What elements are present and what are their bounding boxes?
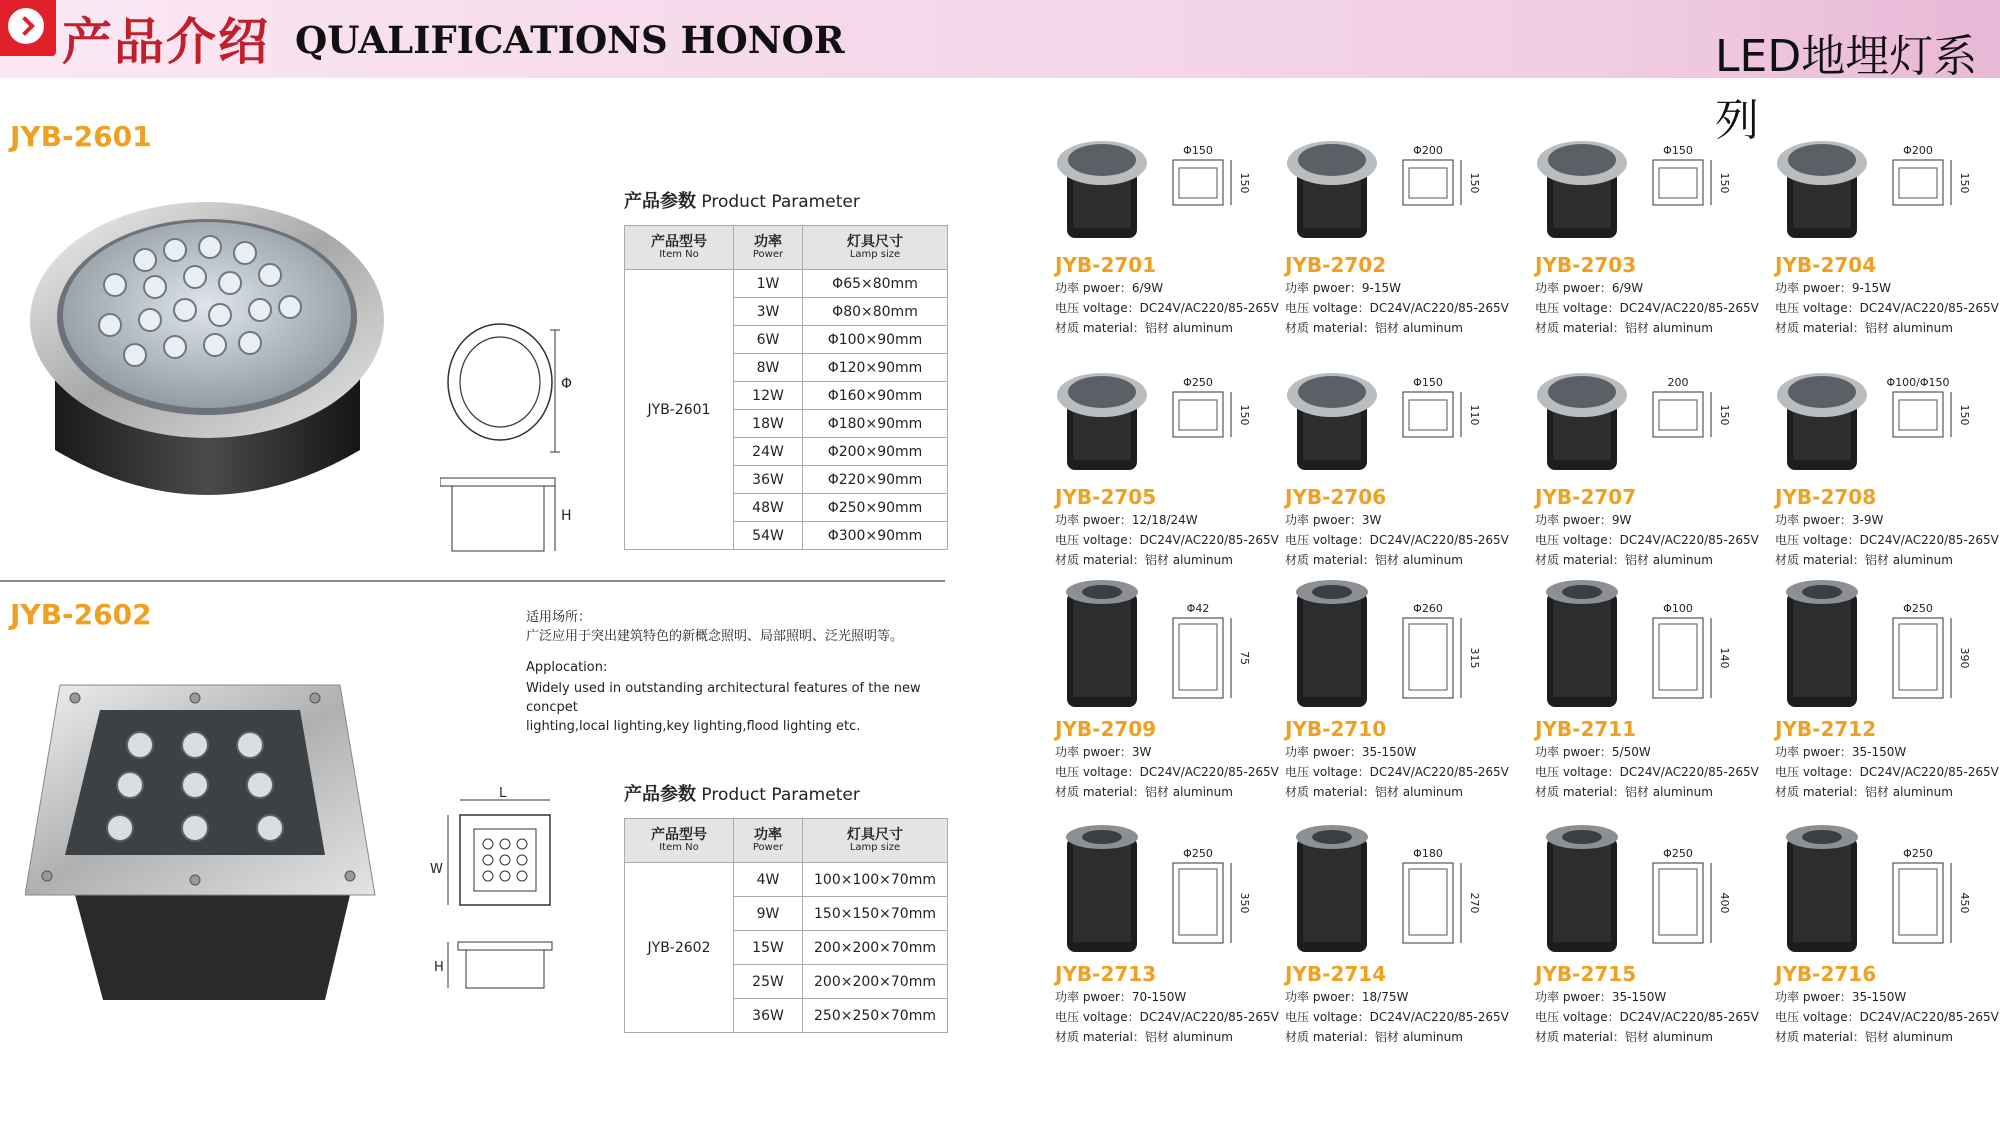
size-cell: Φ200×90mm — [803, 438, 948, 466]
dim-side-label: 150 — [1238, 404, 1251, 426]
product-image — [1055, 350, 1285, 485]
size-cell: Φ300×90mm — [803, 522, 948, 550]
dim-side-label: 150 — [1958, 172, 1971, 194]
spec-voltage: 电压 voltage：DC24V/AC220/85-265V — [1775, 765, 1999, 779]
spec-voltage: 电压 voltage：DC24V/AC220/85-265V — [1535, 1010, 1759, 1024]
size-cell: Φ100×90mm — [803, 326, 948, 354]
power-cell: 48W — [734, 494, 803, 522]
param-title-2601 — [624, 187, 860, 213]
product-card — [1775, 350, 2000, 580]
product-specs — [1055, 987, 1279, 1047]
power-cell: 6W — [734, 326, 803, 354]
spec-voltage: 电压 voltage：DC24V/AC220/85-265V — [1535, 301, 1759, 315]
spec-material: 材质 material：铝材 aluminum — [1055, 321, 1233, 335]
spec-material: 材质 material：铝材 aluminum — [1055, 785, 1233, 799]
product-specs — [1775, 278, 1999, 338]
size-cell: Φ180×90mm — [803, 410, 948, 438]
dim-top-label: Φ180 — [1413, 847, 1443, 860]
series-title: LED地埋灯系列 — [1715, 31, 1978, 146]
product-card — [1055, 350, 1295, 580]
product-image — [1535, 825, 1765, 960]
spec-voltage: 电压 voltage：DC24V/AC220/85-265V — [1535, 765, 1759, 779]
dim-top-label: Φ250 — [1663, 847, 1693, 860]
spec-power: 功率 pwoer：6/9W — [1055, 281, 1164, 295]
size-cell: Φ250×90mm — [803, 494, 948, 522]
dim-top-label: Φ42 — [1186, 602, 1210, 615]
size-cell: 100×100×70mm — [803, 863, 948, 897]
spec-table-2601 — [624, 225, 948, 550]
spec-voltage: 电压 voltage：DC24V/AC220/85-265V — [1285, 1010, 1509, 1024]
product-card — [1285, 118, 1525, 348]
product-model: JYB-2704 — [1775, 253, 1877, 277]
size-cell: Φ120×90mm — [803, 354, 948, 382]
product-specs — [1285, 510, 1509, 570]
dim-top-label: Φ200 — [1903, 144, 1933, 157]
dim-side-label: 150 — [1238, 172, 1251, 194]
product-specs — [1535, 510, 1759, 570]
product-image — [1285, 825, 1515, 960]
product-specs — [1535, 987, 1759, 1047]
dim-side-label: 400 — [1718, 892, 1731, 914]
app-en-line2: lighting,local lighting,key lighting,flood lighting etc. — [526, 719, 861, 734]
product-image — [1535, 350, 1765, 485]
dim-side-label: 75 — [1238, 651, 1251, 665]
param-title-cn: 产品参数 — [624, 784, 696, 805]
spec-power: 功率 pwoer：9-15W — [1285, 281, 1402, 295]
product-card — [1055, 825, 1295, 1055]
dim-side-label: 110 — [1468, 404, 1481, 426]
power-cell: 18W — [734, 410, 803, 438]
spec-power: 功率 pwoer：35-150W — [1775, 990, 1907, 1004]
param-title-en: Product Parameter — [701, 785, 860, 805]
product-image — [1775, 580, 2000, 715]
product-image — [1775, 118, 2000, 253]
product-model: JYB-2713 — [1055, 962, 1157, 986]
product-card — [1535, 350, 1775, 580]
product-card — [1285, 825, 1525, 1055]
header-lamp-size: 灯具尺寸 Lamp size — [803, 819, 948, 863]
spec-power: 功率 pwoer：6/9W — [1535, 281, 1644, 295]
dim-side-label: 150 — [1468, 172, 1481, 194]
item-no-cell: JYB-2601 — [625, 270, 734, 550]
product-model: JYB-2703 — [1535, 253, 1637, 277]
dim-top-label: Φ150 — [1663, 144, 1693, 157]
dim-top-label: Φ100/Φ150 — [1886, 376, 1950, 389]
size-cell: 150×150×70mm — [803, 897, 948, 931]
product-image — [1285, 350, 1515, 485]
spec-material: 材质 material：铝材 aluminum — [1285, 785, 1463, 799]
product-model: JYB-2708 — [1775, 485, 1877, 509]
spec-material: 材质 material：铝材 aluminum — [1775, 553, 1953, 567]
product-model: JYB-2711 — [1535, 717, 1637, 741]
power-cell: 24W — [734, 438, 803, 466]
app-en-title: Applocation: — [526, 660, 608, 675]
product-model: JYB-2705 — [1055, 485, 1157, 509]
spec-material: 材质 material：铝材 aluminum — [1535, 1030, 1713, 1044]
power-cell: 3W — [734, 298, 803, 326]
square-dimension-drawing — [440, 790, 570, 1005]
spec-voltage: 电压 voltage：DC24V/AC220/85-265V — [1055, 1010, 1279, 1024]
page-title-cn: 产品介绍 — [62, 12, 270, 71]
spec-voltage: 电压 voltage：DC24V/AC220/85-265V — [1285, 301, 1509, 315]
product-model: JYB-2702 — [1285, 253, 1387, 277]
round-dimension-drawing — [440, 320, 590, 560]
spec-power: 功率 pwoer：35-150W — [1535, 990, 1667, 1004]
product-card — [1055, 118, 1295, 348]
product-specs — [1535, 742, 1759, 802]
dim-side-label: 150 — [1958, 404, 1971, 426]
spec-voltage: 电压 voltage：DC24V/AC220/85-265V — [1535, 533, 1759, 547]
product-specs — [1285, 278, 1509, 338]
dim-h-label: H — [434, 960, 444, 975]
size-cell: 250×250×70mm — [803, 999, 948, 1033]
spec-material: 材质 material：铝材 aluminum — [1055, 1030, 1233, 1044]
spec-material: 材质 material：铝材 aluminum — [1535, 785, 1713, 799]
spec-material: 材质 material：铝材 aluminum — [1285, 1030, 1463, 1044]
dim-side-label: 270 — [1468, 892, 1481, 914]
spec-voltage: 电压 voltage：DC24V/AC220/85-265V — [1055, 765, 1279, 779]
product-model: JYB-2716 — [1775, 962, 1877, 986]
size-cell: Φ160×90mm — [803, 382, 948, 410]
product-image — [1055, 825, 1285, 960]
spec-power: 功率 pwoer：3-9W — [1775, 513, 1884, 527]
item-no-cell: JYB-2602 — [625, 863, 734, 1033]
dim-top-label: Φ250 — [1903, 847, 1933, 860]
size-cell: Φ80×80mm — [803, 298, 948, 326]
spec-material: 材质 material：铝材 aluminum — [1775, 1030, 1953, 1044]
product-model: JYB-2709 — [1055, 717, 1157, 741]
product-card — [1535, 580, 1775, 810]
spec-material: 材质 material：铝材 aluminum — [1775, 321, 1953, 335]
dim-side-label: 350 — [1238, 892, 1251, 914]
dim-top-label: Φ260 — [1413, 602, 1443, 615]
round-inground-light-image — [25, 195, 390, 525]
product-card — [1775, 580, 2000, 810]
dim-top-label: Φ100 — [1663, 602, 1693, 615]
product-image — [1535, 580, 1765, 715]
power-cell: 4W — [734, 863, 803, 897]
product-specs — [1285, 987, 1509, 1047]
app-en-line1: Widely used in outstanding architectural features of the new concpet — [526, 681, 921, 715]
product-card — [1535, 118, 1775, 348]
header-power: 功率 Power — [734, 819, 803, 863]
power-cell: 8W — [734, 354, 803, 382]
dim-side-label: 140 — [1718, 647, 1731, 669]
product-specs — [1775, 742, 1999, 802]
product-image — [1775, 350, 2000, 485]
product-model: JYB-2710 — [1285, 717, 1387, 741]
size-cell: Φ220×90mm — [803, 466, 948, 494]
power-cell: 36W — [734, 999, 803, 1033]
product-model: JYB-2701 — [1055, 253, 1157, 277]
product-card — [1535, 825, 1775, 1055]
power-cell: 36W — [734, 466, 803, 494]
spec-voltage: 电压 voltage：DC24V/AC220/85-265V — [1285, 533, 1509, 547]
product-image — [1285, 118, 1515, 253]
app-cn-title: 适用场所： — [526, 610, 592, 625]
product-specs — [1285, 742, 1509, 802]
product-specs — [1055, 742, 1279, 802]
param-title-cn: 产品参数 — [624, 191, 696, 212]
square-inground-light-image — [25, 680, 380, 1005]
product-card — [1285, 580, 1525, 810]
spec-power: 功率 pwoer：70-150W — [1055, 990, 1187, 1004]
product-model: JYB-2715 — [1535, 962, 1637, 986]
product-card — [1055, 580, 1295, 810]
dim-top-label: Φ250 — [1183, 376, 1213, 389]
size-cell: 200×200×70mm — [803, 965, 948, 999]
dim-side-label: 150 — [1718, 404, 1731, 426]
product-image — [1535, 118, 1765, 253]
spec-voltage: 电压 voltage：DC24V/AC220/85-265V — [1775, 1010, 1999, 1024]
power-cell: 9W — [734, 897, 803, 931]
dim-top-label: Φ150 — [1413, 376, 1443, 389]
power-cell: 12W — [734, 382, 803, 410]
product-specs — [1775, 510, 1999, 570]
spec-power: 功率 pwoer：3W — [1055, 745, 1152, 759]
dim-top-label: Φ250 — [1903, 602, 1933, 615]
spec-voltage: 电压 voltage：DC24V/AC220/85-265V — [1775, 533, 1999, 547]
power-cell: 54W — [734, 522, 803, 550]
product-image — [1775, 825, 2000, 960]
product-image — [1285, 580, 1515, 715]
model-title-2601: JYB-2601 — [10, 120, 152, 153]
dim-top-label: Φ150 — [1183, 144, 1213, 157]
size-cell: Φ65×80mm — [803, 270, 948, 298]
spec-material: 材质 material：铝材 aluminum — [1535, 321, 1713, 335]
product-image — [1055, 580, 1285, 715]
dim-top-label: Φ200 — [1413, 144, 1443, 157]
spec-power: 功率 pwoer：3W — [1285, 513, 1382, 527]
product-model: JYB-2707 — [1535, 485, 1637, 509]
spec-material: 材质 material：铝材 aluminum — [1285, 321, 1463, 335]
product-model: JYB-2714 — [1285, 962, 1387, 986]
spec-power: 功率 pwoer：9-15W — [1775, 281, 1892, 295]
product-specs — [1055, 510, 1279, 570]
product-card — [1285, 350, 1525, 580]
header-item-no: 产品型号 Item No — [625, 819, 734, 863]
power-cell: 25W — [734, 965, 803, 999]
dim-phi-label: Φ — [561, 376, 573, 392]
product-specs — [1535, 278, 1759, 338]
dim-side-label: 390 — [1958, 647, 1971, 669]
spec-power: 功率 pwoer：5/50W — [1535, 745, 1651, 759]
spec-power: 功率 pwoer：9W — [1535, 513, 1632, 527]
spec-voltage: 电压 voltage：DC24V/AC220/85-265V — [1775, 301, 1999, 315]
spec-power: 功率 pwoer：35-150W — [1775, 745, 1907, 759]
dim-top-label: 200 — [1667, 376, 1689, 389]
dim-h-label: H — [561, 508, 572, 524]
dim-l-label: L — [499, 786, 507, 801]
power-cell: 1W — [734, 270, 803, 298]
model-title-2602: JYB-2602 — [10, 598, 152, 631]
header-lamp-size: 灯具尺寸 Lamp size — [803, 226, 948, 270]
param-title-en: Product Parameter — [701, 192, 860, 212]
dim-top-label: Φ250 — [1183, 847, 1213, 860]
dim-side-label: 150 — [1718, 172, 1731, 194]
header-item-no: 产品型号 Item No — [625, 226, 734, 270]
dim-side-label: 315 — [1468, 647, 1481, 669]
product-image — [1055, 118, 1285, 253]
spec-voltage: 电压 voltage：DC24V/AC220/85-265V — [1285, 765, 1509, 779]
dim-side-label: 450 — [1958, 892, 1971, 914]
page-title-en: QUALIFICATIONS HONOR — [295, 18, 845, 62]
spec-table-2602 — [624, 818, 948, 1033]
app-cn-text: 广泛应用于突出建筑特色的新概念照明、局部照明、泛光照明等。 — [526, 629, 904, 644]
spec-material: 材质 material：铝材 aluminum — [1775, 785, 1953, 799]
spec-power: 功率 pwoer：18/75W — [1285, 990, 1409, 1004]
product-card — [1775, 825, 2000, 1055]
dim-w-label: W — [430, 862, 443, 877]
product-specs — [1775, 987, 1999, 1047]
size-cell: 200×200×70mm — [803, 931, 948, 965]
chevron-right-icon[interactable] — [0, 0, 56, 56]
param-title-2602 — [624, 780, 860, 806]
spec-material: 材质 material：铝材 aluminum — [1285, 553, 1463, 567]
spec-voltage: 电压 voltage：DC24V/AC220/85-265V — [1055, 301, 1279, 315]
spec-material: 材质 material：铝材 aluminum — [1535, 553, 1713, 567]
product-model: JYB-2712 — [1775, 717, 1877, 741]
spec-power: 功率 pwoer：12/18/24W — [1055, 513, 1198, 527]
spec-power: 功率 pwoer：35-150W — [1285, 745, 1417, 759]
application-description — [526, 608, 966, 736]
spec-material: 材质 material：铝材 aluminum — [1055, 553, 1233, 567]
product-specs — [1055, 278, 1279, 338]
header-power: 功率 Power — [734, 226, 803, 270]
power-cell: 15W — [734, 931, 803, 965]
section-divider — [0, 580, 945, 582]
product-card — [1775, 118, 2000, 348]
product-model: JYB-2706 — [1285, 485, 1387, 509]
spec-voltage: 电压 voltage：DC24V/AC220/85-265V — [1055, 533, 1279, 547]
